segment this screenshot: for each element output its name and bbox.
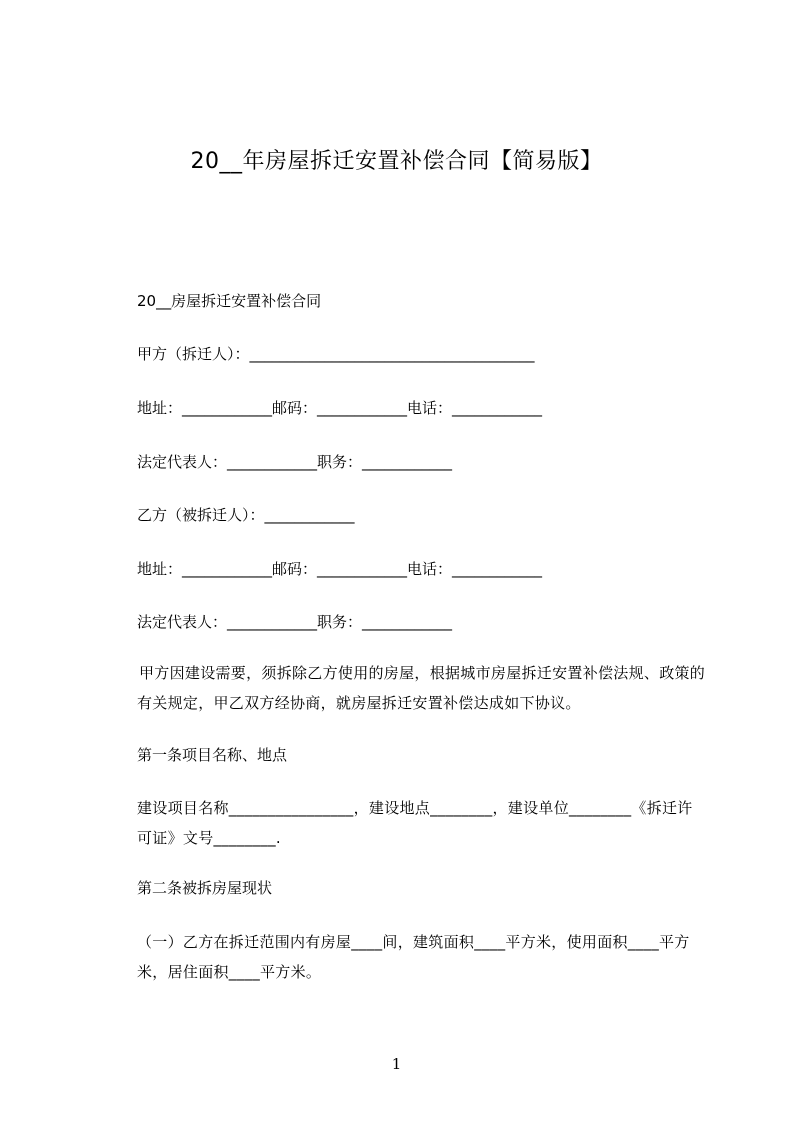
party-b-representative-line: 法定代表人：____________职务：____________ <box>137 613 453 631</box>
preamble-paragraph: 甲方因建设需要，须拆除乙方使用的房屋，根据城市房屋拆迁安置补偿法规、政策的有关规定，甲乙双方经协商，就房屋拆迁安置补偿达成如下协议。 <box>137 664 706 712</box>
party-b-line: 乙方（被拆迁人）：____________ <box>137 506 355 524</box>
party-a-representative-line: 法定代表人：____________职务：____________ <box>137 453 453 471</box>
article-2-heading: 第二条被拆房屋现状 <box>137 879 273 897</box>
article-2-item-1: （一）乙方在拆迁范围内有房屋____间，建筑面积____平方米，使用面积____平方米，居住面积____平方米。 <box>137 933 690 981</box>
party-a-address-line: 地址：____________邮码：____________电话：____________ <box>137 399 543 417</box>
party-a-line: 甲方（拆迁人）：______________________________________ <box>137 345 535 363</box>
document-title: 20__年房屋拆迁安置补偿合同【简易版】 <box>190 149 603 174</box>
party-b-address-line: 地址：____________邮码：____________电话：____________ <box>137 560 543 578</box>
page-number: 1 <box>391 1055 402 1073</box>
article-1-heading: 第一条项目名称、地点 <box>137 746 288 764</box>
contract-subtitle: 20__房屋拆迁安置补偿合同 <box>137 292 322 310</box>
article-1-body: 建设项目名称________________，建设地点________，建设单位________《拆迁许可证》文号________. <box>137 799 693 847</box>
